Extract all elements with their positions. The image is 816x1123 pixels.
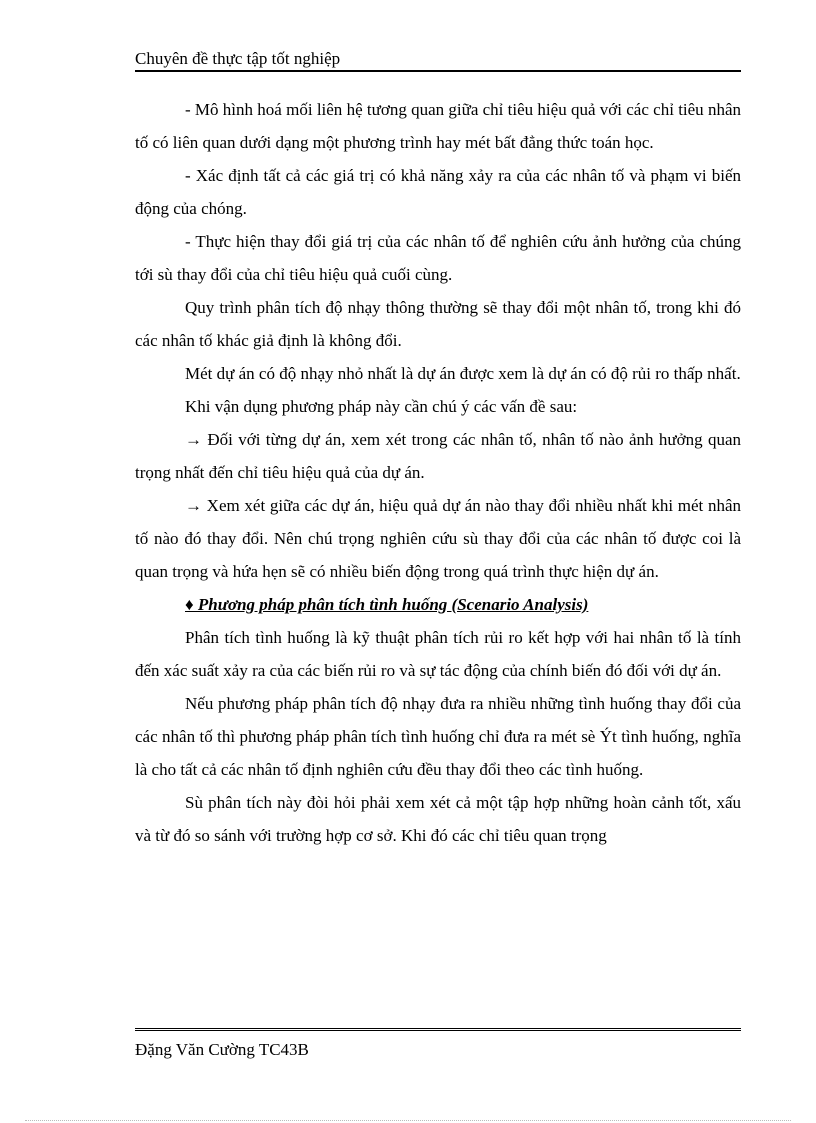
page-header: [135, 48, 741, 72]
paragraph: Mét dự án có độ nhạy nhỏ nhất là dự án được xem là dự án có độ rủi ro thấp nhất.: [185, 364, 741, 383]
section-heading-row: [135, 588, 741, 621]
document-body: [135, 93, 741, 852]
paragraph: → Xem xét giữa các dự án, hiệu quả dự án nào thay đổi nhiều nhất khi mét nhân tố nào đó thay đổi. Nên chú trọng nghiên cứu sù thay đổi của các nhân tố được coi là quan trọng và hứa hẹn sẽ có nhiều biến động trong quá trình thực hiện dự án.: [135, 496, 741, 581]
footer-author: Đặng Văn Cường TC43B: [135, 1040, 309, 1059]
paragraph: - Thực hiện thay đổi giá trị của các nhân tố để nghiên cứu ảnh hưởng của chúng tới sù thay đổi của chỉ tiêu hiệu quả cuối cùng.: [135, 232, 741, 284]
paragraph: - Mô hình hoá mối liên hệ tương quan giữa chỉ tiêu hiệu quả với các chỉ tiêu nhân tố có liên quan dưới dạng một phương trình hay mét bất đẳng thức toán học.: [135, 100, 741, 152]
paragraph: Khi vận dụng phương pháp này cần chú ý các vấn đề sau:: [185, 397, 578, 416]
page-footer: [135, 1028, 741, 1061]
paragraph: Phân tích tình huống là kỹ thuật phân tích rủi ro kết hợp với hai nhân tố là tính đến xác suất xảy ra của các biến rủi ro và sự tác động của chính biến đó đối với dự án.: [135, 628, 741, 680]
paragraph: Sù phân tích này đòi hỏi phải xem xét cả một tập hợp những hoàn cảnh tốt, xấu và từ đó so sánh với trường hợp cơ sở. Khi đó các chỉ tiêu quan trọng: [135, 793, 741, 845]
paragraph: - Xác định tất cả các giá trị có khả năng xảy ra của các nhân tố và phạm vi biến động của chóng.: [135, 166, 741, 218]
footer-rule: [135, 1028, 741, 1031]
paragraph: Quy trình phân tích độ nhạy thông thường sẽ thay đổi một nhân tố, trong khi đó các nhân tố khác giả định là không đổi.: [135, 298, 741, 350]
section-heading: ♦ Phương pháp phân tích tình huống (Scenario Analysis): [185, 595, 589, 614]
page-edge-divider: [25, 1120, 791, 1121]
paragraph: Nếu phương pháp phân tích độ nhạy đưa ra nhiều những tình huống thay đổi của các nhân tố thì phương pháp phân tích tình huống chỉ đưa ra mét sè Ýt tình huống, nghĩa là cho tất cả các nhân tố định nghiên cứu đều thay đổi theo các tình huống.: [135, 694, 741, 779]
header-rule: [135, 70, 741, 72]
paragraph: → Đối với từng dự án, xem xét trong các nhân tố, nhân tố nào ảnh hưởng quan trọng nhất đến chỉ tiêu hiệu quả của dự án.: [135, 430, 741, 482]
header-title: Chuyên đề thực tập tốt nghiệp: [135, 49, 341, 68]
